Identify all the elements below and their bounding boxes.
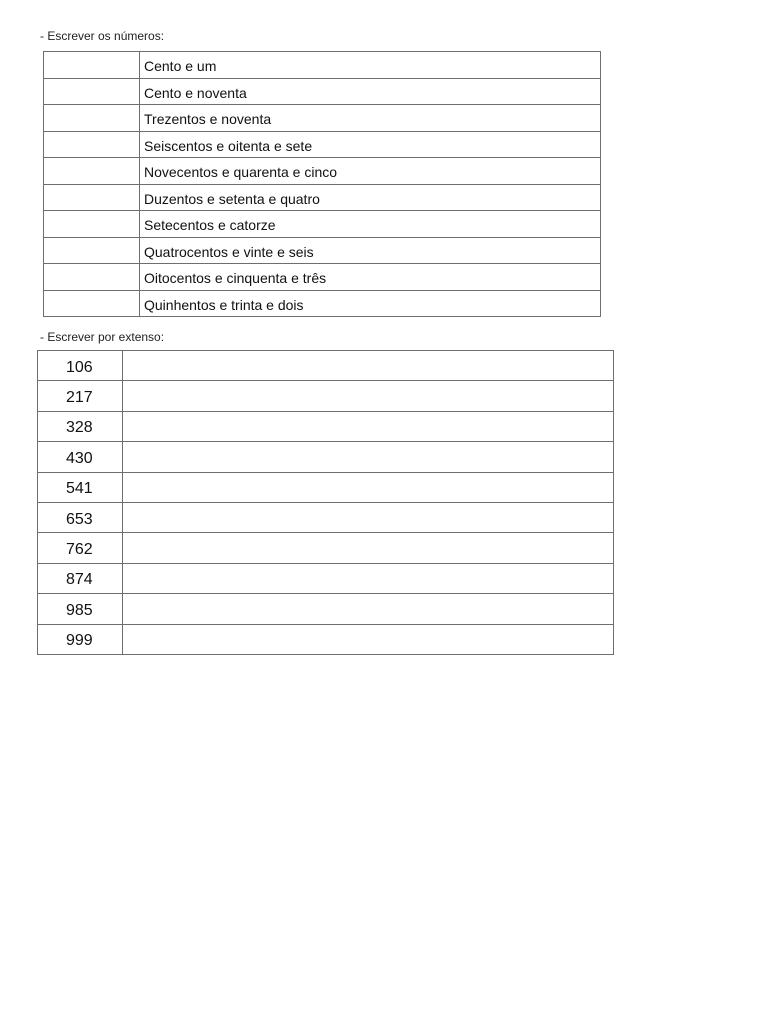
write-numbers-table [43,51,601,317]
table-row [44,237,601,264]
number-word-cell: Setecentos e catorze [140,211,601,238]
answer-cell[interactable] [44,211,140,238]
answer-cell[interactable] [123,411,614,441]
table-row [38,502,614,532]
table-row [38,442,614,472]
answer-cell[interactable] [44,158,140,185]
number-word-cell: Quatrocentos e vinte e seis [140,237,601,264]
number-cell: 328 [38,411,123,441]
table-row [44,184,601,211]
table-row [38,563,614,593]
section-title-write-numbers: - Escrever os números: [40,29,165,43]
answer-cell[interactable] [123,351,614,381]
table-row [44,52,601,79]
answer-cell[interactable] [44,184,140,211]
number-cell: 217 [38,381,123,411]
answer-cell[interactable] [44,237,140,264]
answer-cell[interactable] [44,264,140,291]
answer-cell[interactable] [44,131,140,158]
answer-cell[interactable] [123,563,614,593]
number-word-cell: Trezentos e noventa [140,105,601,132]
number-cell: 430 [38,442,123,472]
number-cell: 762 [38,533,123,563]
table-row [44,105,601,132]
number-cell: 874 [38,563,123,593]
table-row [44,211,601,238]
number-word-cell: Cento e noventa [140,78,601,105]
table-row [44,78,601,105]
table-row [44,290,601,317]
number-word-cell: Seiscentos e oitenta e sete [140,131,601,158]
table-row [44,158,601,185]
table-row [38,533,614,563]
answer-cell[interactable] [44,105,140,132]
number-cell: 999 [38,624,123,654]
write-words-table [37,350,614,655]
answer-cell[interactable] [123,502,614,532]
answer-cell[interactable] [123,442,614,472]
number-word-cell: Oitocentos e cinquenta e três [140,264,601,291]
number-word-cell: Novecentos e quarenta e cinco [140,158,601,185]
number-word-cell: Cento e um [140,52,601,79]
answer-cell[interactable] [123,472,614,502]
table-row [38,594,614,624]
answer-cell[interactable] [44,290,140,317]
table-row [44,264,601,291]
table-row [38,472,614,502]
answer-cell[interactable] [123,533,614,563]
answer-cell[interactable] [44,78,140,105]
number-word-cell: Quinhentos e trinta e dois [140,290,601,317]
number-cell: 653 [38,502,123,532]
answer-cell[interactable] [123,381,614,411]
table-row [38,411,614,441]
section-title-write-words: - Escrever por extenso: [40,330,165,344]
table-row [38,624,614,654]
number-cell: 541 [38,472,123,502]
number-word-cell: Duzentos e setenta e quatro [140,184,601,211]
number-cell: 985 [38,594,123,624]
number-cell: 106 [38,351,123,381]
answer-cell[interactable] [44,52,140,79]
answer-cell[interactable] [123,594,614,624]
table-row [44,131,601,158]
table-row [38,381,614,411]
table-row [38,351,614,381]
answer-cell[interactable] [123,624,614,654]
